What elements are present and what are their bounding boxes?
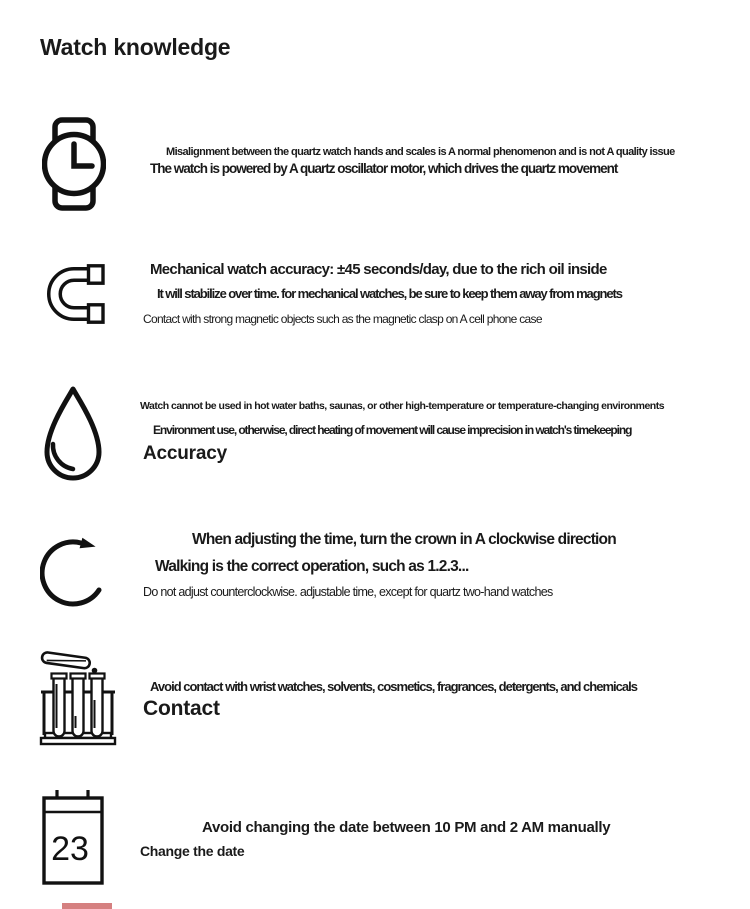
wristwatch-icon <box>42 117 106 211</box>
temperature-environment-note: Environment use, otherwise, direct heating of movement will cause imprecision in watch's timekeeping <box>153 423 632 437</box>
clockwise-arrow-icon <box>40 527 108 613</box>
calendar-icon <box>42 789 104 886</box>
temperature-warning-note: Watch cannot be used in hot water baths, saunas, or other high-temperature or temperature-changing environments <box>140 400 665 412</box>
contact-heading: Contact <box>143 697 220 720</box>
test-tubes-icon <box>38 650 118 746</box>
magnet-stabilize-note: It will stabilize over time. for mechanical watches, be sure to keep them away from magnets <box>157 286 622 301</box>
magnet-icon <box>46 264 106 324</box>
page-title: Watch knowledge <box>40 34 231 60</box>
accuracy-heading: Accuracy <box>143 443 227 464</box>
crown-clockwise-headline: When adjusting the time, turn the crown in A clockwise direction <box>192 531 616 548</box>
water-drop-icon <box>42 384 104 482</box>
calendar-day-number: 23 <box>51 830 89 868</box>
change-date-heading: Change the date <box>140 843 245 859</box>
counterclockwise-warning-note: Do not adjust counterclockwise. adjustable time, except for quartz two-hand watches <box>143 585 553 599</box>
date-change-warning-headline: Avoid changing the date between 10 PM and 2 AM manually <box>202 819 611 836</box>
quartz-movement-headline: The watch is powered by A quartz oscillator motor, which drives the quartz movement <box>150 161 618 176</box>
magnet-contact-note: Contact with strong magnetic objects such as the magnetic clasp on A cell phone case <box>143 312 542 326</box>
walking-operation-note: Walking is the correct operation, such as 1.2.3... <box>155 558 469 575</box>
quartz-misalignment-note: Misalignment between the quartz watch hands and scales is A normal phenomenon and is not A quality issue <box>166 146 675 158</box>
magnet-accuracy-headline: Mechanical watch accuracy: ±45 seconds/day, due to the rich oil inside <box>150 261 607 278</box>
partial-next-section-bar <box>62 903 112 909</box>
chemical-avoid-note: Avoid contact with wrist watches, solvents, cosmetics, fragrances, detergents, and chemicals <box>150 679 637 694</box>
